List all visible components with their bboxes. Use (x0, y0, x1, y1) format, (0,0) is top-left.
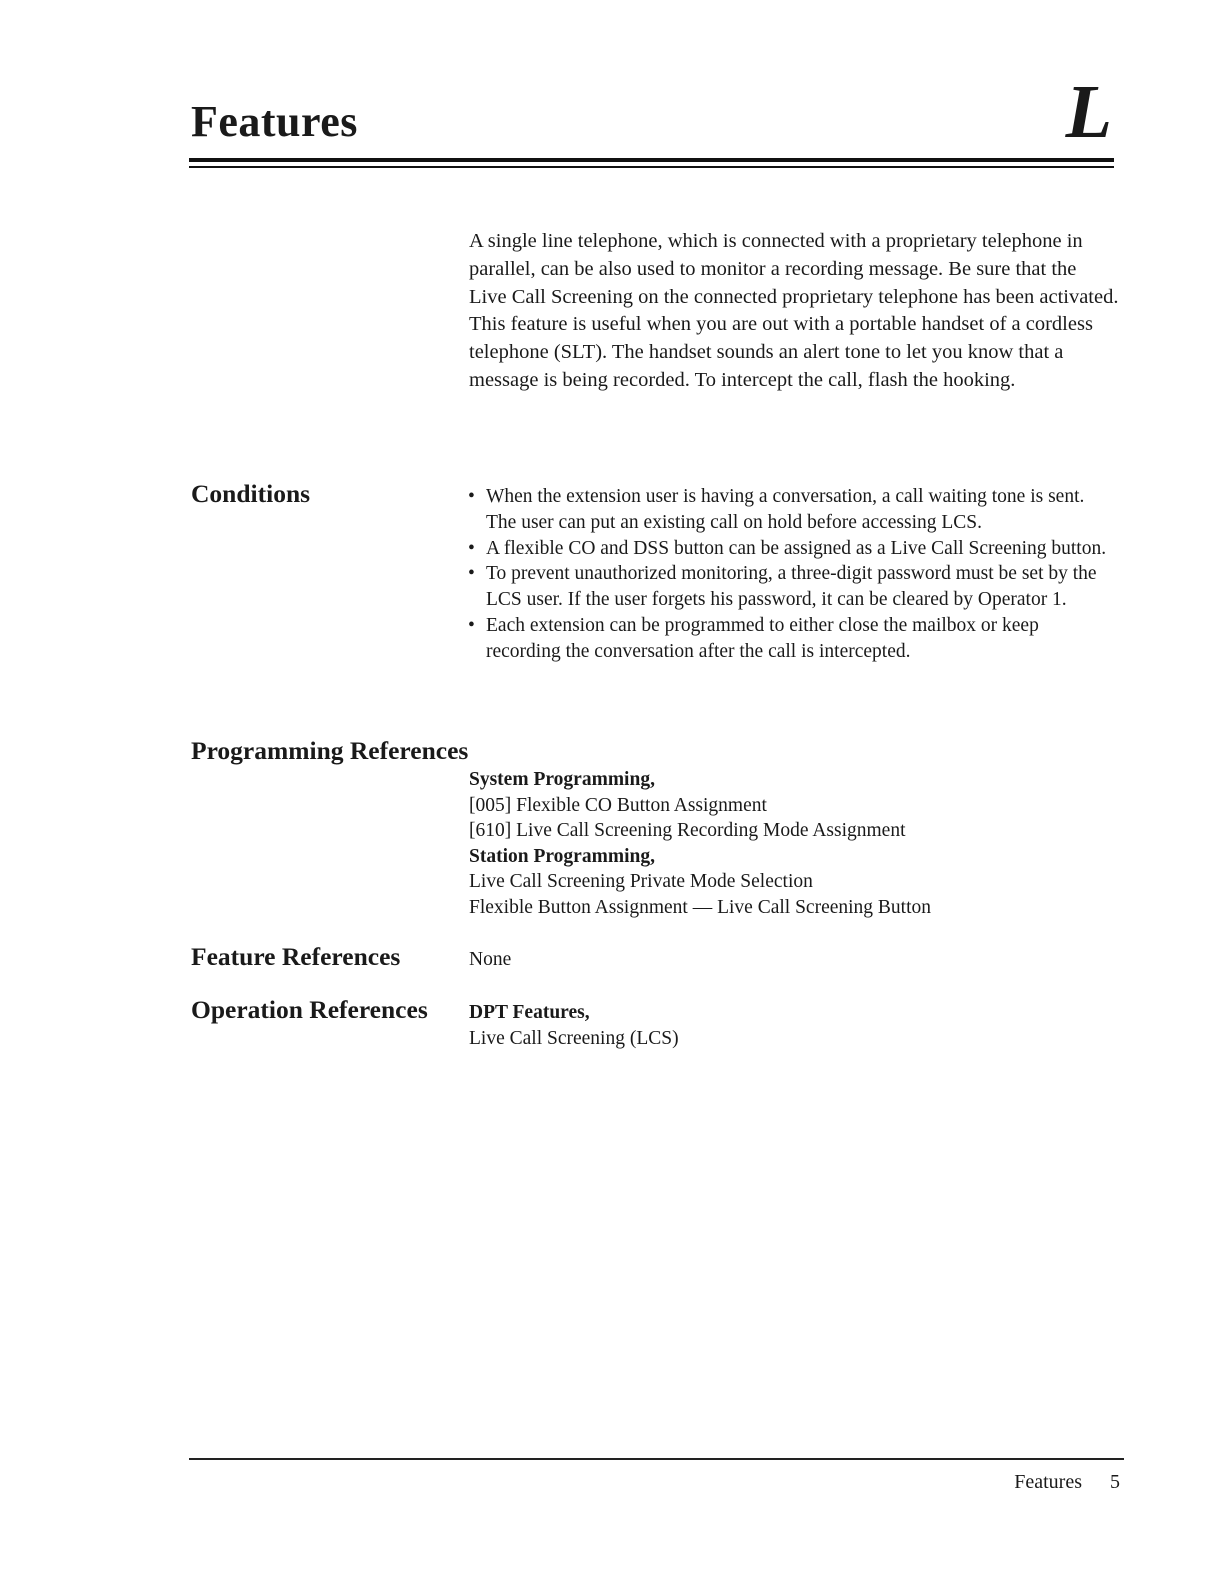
list-item (468, 613, 1118, 665)
intro-text (469, 228, 1119, 395)
system-programming-item: [610] Live Call Screening Recording Mode Assignment (469, 820, 906, 842)
bullet-icon: • (468, 486, 475, 507)
footer-label: Features (1014, 1471, 1082, 1493)
footer-rule (189, 1458, 1124, 1460)
operation-references-block (469, 1000, 1109, 1051)
bullet-icon: • (468, 537, 475, 559)
feature-references-value: None (469, 949, 512, 970)
dpt-features-heading: DPT Features, (469, 1002, 590, 1023)
header-rule-thick (189, 158, 1114, 162)
conditions-heading: Conditions (191, 479, 311, 508)
station-programming-item: Flexible Button Assignment — Live Call Screening Button (469, 896, 932, 918)
list-item (468, 561, 1118, 613)
station-programming-heading: Station Programming, (469, 845, 655, 867)
condition-text: A flexible CO and DSS button can be assigned as a Live Call Screening button. (486, 537, 1107, 559)
condition-text: When the extension user is having a conversation, a call waiting tone is sent. The user can put an existing call on hold before accessing LCS. (486, 486, 1085, 533)
list-item (468, 484, 1118, 536)
list-item (468, 536, 1118, 562)
page-title: Features (191, 97, 358, 146)
intro-paragraph-2: This feature is useful when you are out with a portable handset of a cordless telephone (SLT). The handset sounds an alert tone to let you know that a message is being recorded. To intercept the call, flash the hooking. (469, 313, 1093, 391)
conditions-list (468, 484, 1118, 665)
condition-text: Each extension can be programmed to either close the mailbox or keep recording the conversation after the call is intercepted. (486, 614, 1039, 662)
operation-reference-item: Live Call Screening (LCS) (469, 1027, 679, 1049)
bullet-icon: • (468, 563, 475, 585)
station-programming-item: Live Call Screening Private Mode Selection (469, 871, 813, 893)
system-programming-item: [005] Flexible CO Button Assignment (469, 794, 767, 816)
header-rule-thin (189, 166, 1114, 168)
intro-paragraph-1: A single line telephone, which is connected with a proprietary telephone in parallel, can be also used to monitor a recording message. Be sure that the Live Call Screening on the connected proprietary telephone has been activated. (469, 230, 1119, 308)
operation-references-heading: Operation References (191, 995, 428, 1024)
page-number: 5 (1110, 1471, 1120, 1493)
feature-references-heading: Feature References (191, 942, 401, 971)
feature-references-block (469, 947, 1109, 973)
condition-text: To prevent unauthorized monitoring, a three-digit password must be set by the LCS user. If the user forgets his password, it can be cleared by Operator 1. (486, 563, 1097, 611)
programming-references-block (469, 767, 1109, 921)
system-programming-heading: System Programming, (469, 769, 655, 790)
programming-references-heading: Programming References (191, 736, 469, 765)
section-letter: L (1065, 70, 1112, 154)
bullet-icon: • (468, 614, 475, 636)
